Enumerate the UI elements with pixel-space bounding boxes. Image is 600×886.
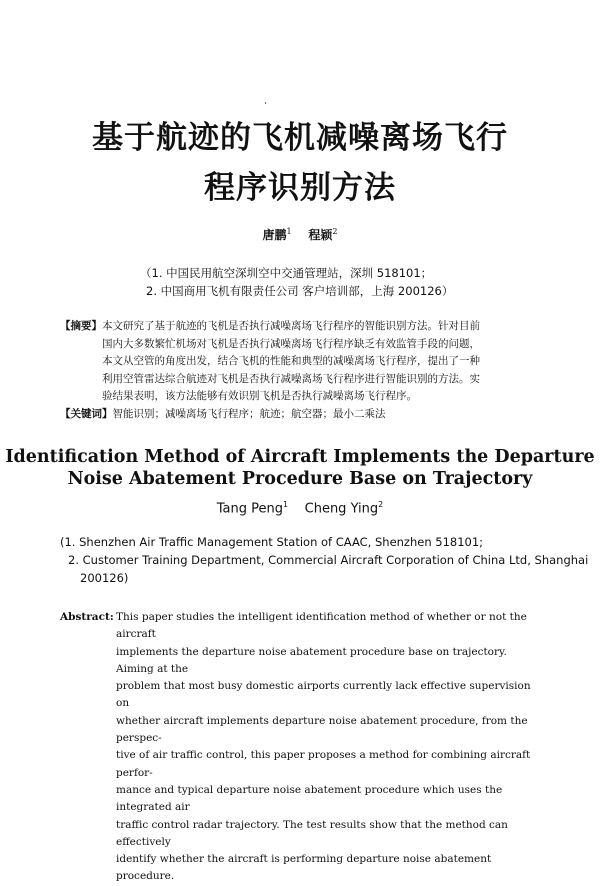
english-abstract-line: implements the departure noise abatement procedure base on trajectory. Aiming at the <box>116 645 507 675</box>
chinese-abstract-line: 利用空管雷达综合航迹对飞机是否执行减噪离场飞行程序进行智能识别的方法。实 <box>102 372 480 385</box>
chinese-abstract-line: 国内大多数繁忙机场对飞机是否执行减噪离场飞行程序缺乏有效监管手段的问题， <box>102 337 480 350</box>
english-title-line-1: Identification Method of Aircraft Implements the Departure <box>5 447 595 467</box>
chinese-author-1: 唐鹏 <box>262 228 287 242</box>
chinese-abstract <box>60 318 550 423</box>
english-affiliation-3: 200126) <box>80 571 129 585</box>
english-abstract-line: mance and typical departure noise abatement procedure which uses the integrated air <box>116 783 503 814</box>
chinese-abstract-line: 本文从空管的角度出发，结合飞机的性能和典型的减噪离场飞行程序，提出了一种 <box>102 355 480 367</box>
chinese-affiliation-2: 2. 中国商用飞机有限责任公司 客户培训部，上海 200126） <box>146 284 454 298</box>
english-title-line-2: Noise Abatement Procedure Base on Trajectory <box>67 469 533 489</box>
english-abstract <box>116 609 546 886</box>
chinese-keywords: 智能识别；减噪离场飞行程序；航迹；航空器；最小二乘法 <box>112 407 386 420</box>
english-affiliation-2: 2. Customer Training Department, Commercial Aircraft Corporation of China Ltd, Shanghai <box>68 553 589 567</box>
english-abstract-label: Abstract: <box>60 611 114 623</box>
chinese-abstract-label: 【摘要】 <box>60 320 102 332</box>
chinese-title-line-2: 程序识别方法 <box>204 170 396 206</box>
english-affiliation-1: (1. Shenzhen Air Traffic Management Station of CAAC, Shenzhen 518101; <box>60 535 484 549</box>
chinese-affiliation-1: （1. 中国民用航空深圳空中交通管理站，深圳 518101； <box>140 266 433 280</box>
english-abstract-line: whether aircraft implements departure noise abatement procedure, from the perspec- <box>116 714 528 745</box>
chinese-authors <box>0 226 600 243</box>
english-abstract-line: problem that most busy domestic airports currently lack effective supervision on <box>116 680 531 710</box>
chinese-abstract-line: 本文研究了基于航迹的飞机是否执行减噪离场飞行程序的智能识别方法。针对目前 <box>102 320 480 332</box>
scan-speck <box>265 102 266 104</box>
chinese-author-1-sup: 1 <box>286 227 292 236</box>
chinese-abstract-line: 验结果表明，该方法能够有效识别飞机是否执行减噪离场飞行程序。 <box>102 390 417 402</box>
english-abstract-line: tive of air traffic control, this paper proposes a method for combining aircraft perfor- <box>116 749 531 779</box>
english-abstract-line: This paper studies the intelligent identification method of whether or not the aircraft <box>116 611 527 641</box>
english-abstract-line: identify whether the aircraft is performing departure noise abatement procedure. <box>116 853 492 883</box>
chinese-title-line-1: 基于航迹的飞机减噪离场飞行 <box>92 120 508 156</box>
english-authors <box>0 500 600 516</box>
english-author-2-sup: 2 <box>378 500 384 509</box>
chinese-author-2-sup: 2 <box>332 227 338 236</box>
chinese-keywords-label: 【关键词】 <box>60 407 113 420</box>
english-author-1: Tang Peng <box>216 501 283 517</box>
english-abstract-line: traffic control radar trajectory. The test results show that the method can effectively <box>116 818 508 848</box>
chinese-author-2: 程颖 <box>308 228 333 242</box>
english-author-1-sup: 1 <box>283 500 289 509</box>
english-author-2: Cheng Ying <box>304 501 379 517</box>
